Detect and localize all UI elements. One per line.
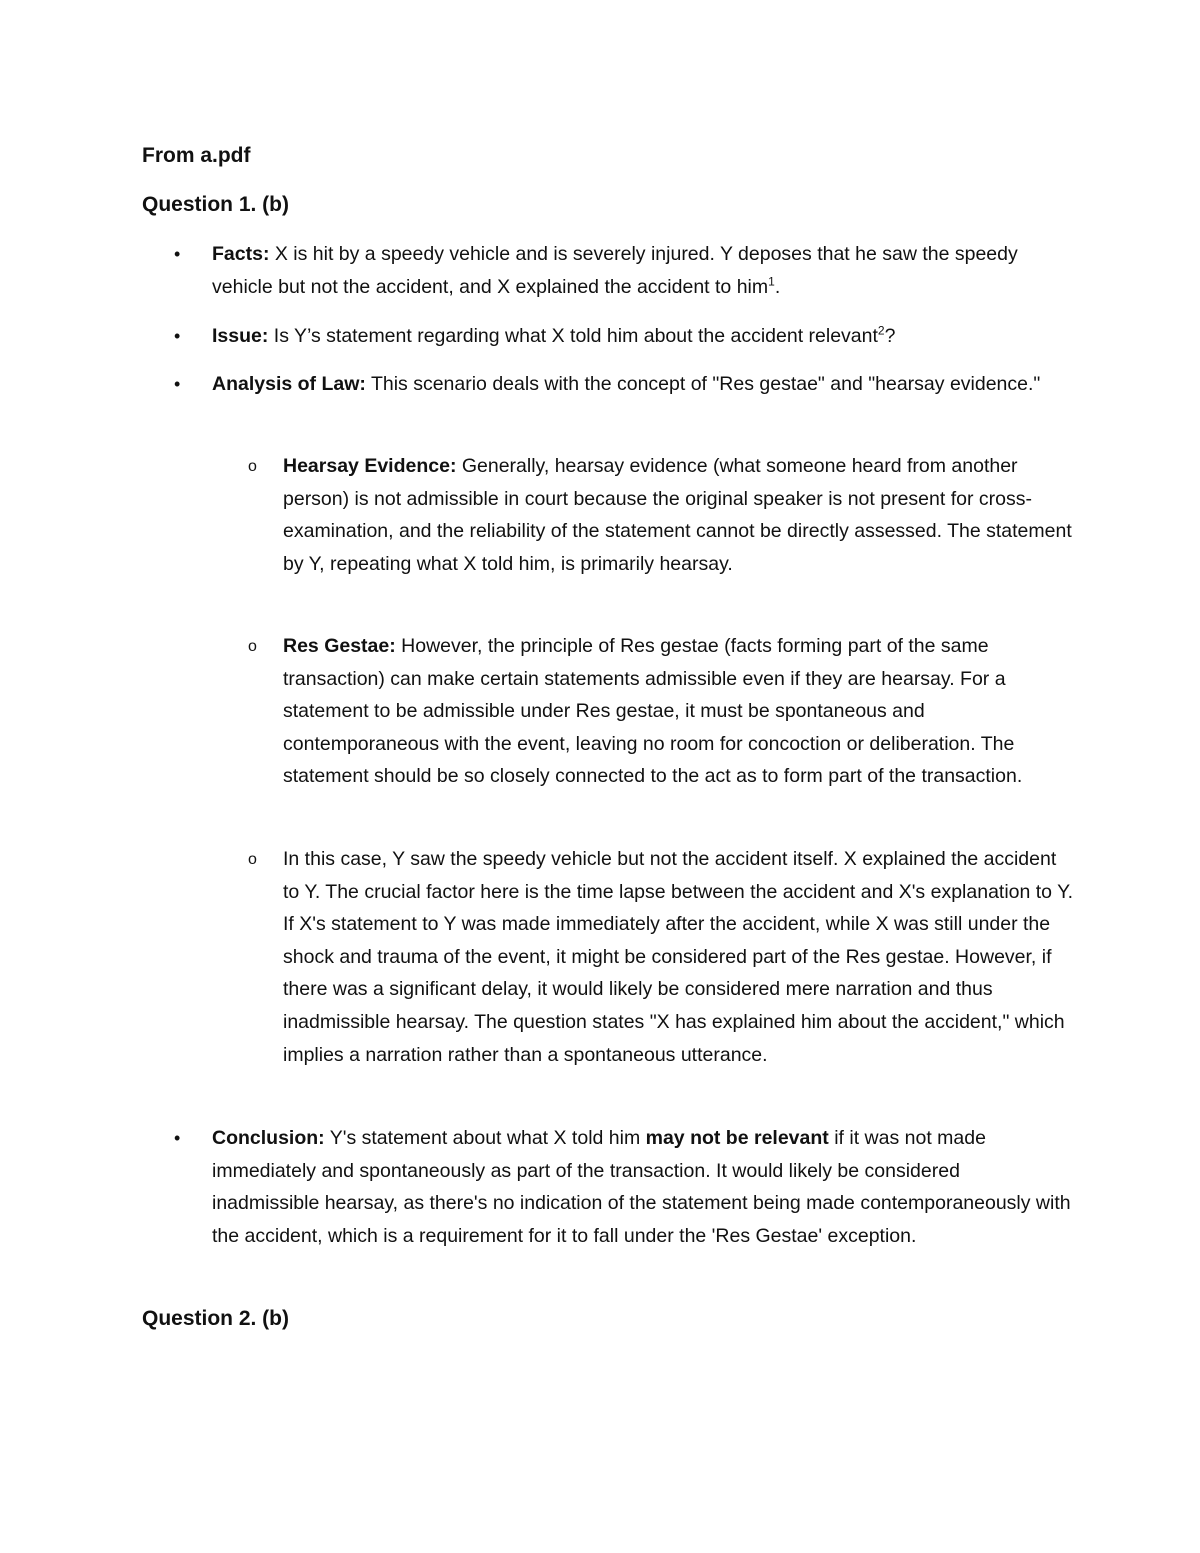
res-gestae-label: Res Gestae: <box>283 635 396 657</box>
issue-text: Is Y’s statement regarding what X told him about the accident relevant <box>268 325 878 347</box>
conclusion-label: Conclusion: <box>212 1127 325 1149</box>
res-gestae-subitem <box>248 630 1073 793</box>
facts-text: X is hit by a speedy vehicle and is severely injured. Y deposes that he saw the speedy vehicle but not the accident, and X explained the accident to him <box>212 243 1018 298</box>
hearsay-subitem <box>248 450 1073 580</box>
facts-label: Facts: <box>212 243 270 265</box>
hearsay-text: Generally, hearsay evidence (what someone heard from another person) is not admissible in court because the original speaker is not present for cross-examination, and the reliability of the statement cannot be directly assessed. The statement by Y, repeating what X told him, is primarily hearsay. <box>283 455 1072 575</box>
res-gestae-text: However, the principle of Res gestae (facts forming part of the same transaction) can make certain statements admissible even if they are hearsay. For a statement to be admissible under Res gestae, it must be spontaneous and contemporaneous with the event, leaving no room for concoction or deliberation. The statement should be so closely connected to the act as to form part of the transaction. <box>283 635 1023 788</box>
analysis-item <box>174 368 1072 401</box>
document-title: From a.pdf <box>142 144 251 167</box>
question-2-heading: Question 2. (b) <box>142 1307 289 1330</box>
conclusion-text-after: if it was not made immediately and spontaneously as part of the transaction. It would likely be considered inadmissible hearsay, as there's no indication of the statement being made contemporaneously with the accident, which is a requirement for it to fall under the 'Res Gestae' exception. <box>212 1127 1071 1247</box>
analysis-label: Analysis of Law: <box>212 373 366 395</box>
bullet-marker: • <box>174 374 181 394</box>
sub-bullet-marker: o <box>248 458 257 475</box>
facts-end: . <box>774 275 781 298</box>
bullet-marker: • <box>174 244 181 264</box>
footnote-ref-1[interactable]: 1 <box>768 274 775 289</box>
issue-label: Issue: <box>212 325 269 347</box>
footnote-ref-2[interactable]: 2 <box>877 323 885 338</box>
question-1-heading: Question 1. (b) <box>142 193 289 216</box>
sub-bullet-marker: o <box>248 851 257 868</box>
this-case-subitem <box>248 843 1074 1071</box>
hearsay-label: Hearsay Evidence: <box>283 455 457 477</box>
facts-item <box>174 238 1072 303</box>
conclusion-text-before: Y's statement about what X told him <box>324 1127 646 1149</box>
sub-bullet-marker: o <box>248 638 257 655</box>
bullet-marker: • <box>174 326 181 346</box>
bullet-marker: • <box>174 1128 181 1148</box>
conclusion-item <box>174 1122 1072 1252</box>
conclusion-emphasis: may not be relevant <box>645 1127 829 1149</box>
issue-item <box>174 320 1072 353</box>
this-case-text: In this case, Y saw the speedy vehicle but not the accident itself. X explained the accident to Y. The crucial factor here is the time lapse between the accident and X's explanation to Y. If X's statement to Y was made immediately after the accident, while X was still under the shock and trauma of the event, it might be considered part of the Res gestae. However, if there was a significant delay, it would likely be considered mere narration and thus inadmissible hearsay. The question states "X has explained him about the accident," which implies a narration rather than a spontaneous utterance. <box>283 848 1074 1066</box>
analysis-text: This scenario deals with the concept of "Res gestae" and "hearsay evidence." <box>365 373 1041 395</box>
issue-end: ? <box>884 325 896 347</box>
